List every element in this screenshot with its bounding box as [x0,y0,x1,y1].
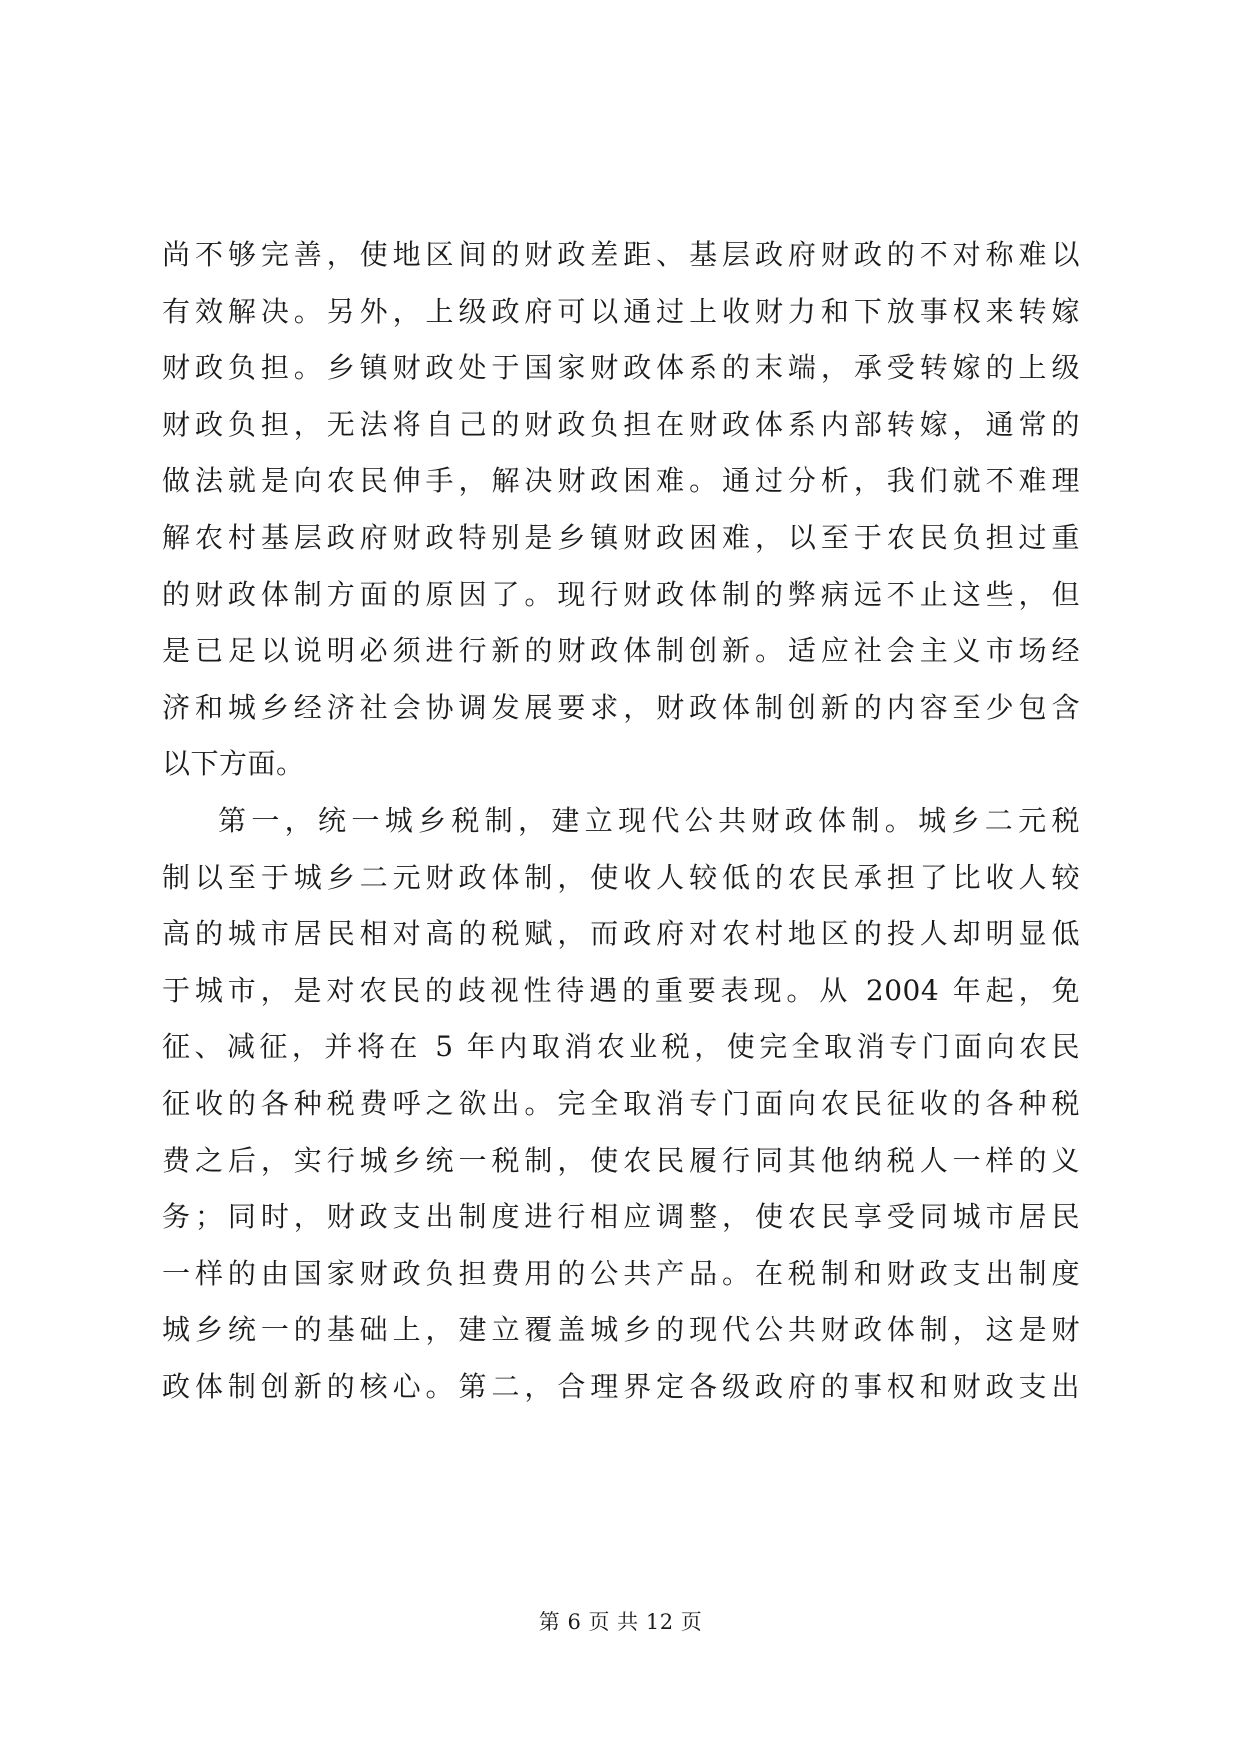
text-line: 第一，统一城乡税制，建立现代公共财政体制。城乡二元税 [218,803,1080,837]
text-line: 务；同时，财政支出制度进行相应调整，使农民享受同城市居民 [162,1200,1080,1234]
text-line: 费之后，实行城乡统一税制，使农民履行同其他纳税人一样的义 [162,1143,1080,1177]
text-line: 尚不够完善，使地区间的财政差距、基层政府财政的不对称难以 [162,238,1080,271]
text-line: 以下方面。 [162,747,305,781]
text-line: 的财政体制方面的原因了。现行财政体制的弊病远不止这些，但 [162,577,1080,611]
text-line: 解农村基层政府财政特别是乡镇财政困难，以至于农民负担过重 [162,520,1080,554]
text-line: 一样的由国家财政负担费用的公共产品。在税制和财政支出制度 [162,1256,1080,1290]
text-line: 济和城乡经济社会协调发展要求，财政体制创新的内容至少包含 [162,690,1080,724]
text-line: 城乡统一的基础上，建立覆盖城乡的现代公共财政体制，这是财 [162,1313,1080,1347]
text-line: 政体制创新的核心。第二，合理界定各级政府的事权和财政支出 [162,1369,1080,1403]
text-line: 征收的各种税费呼之欲出。完全取消专门面向农民征收的各种税 [162,1086,1080,1120]
text-line: 是已足以说明必须进行新的财政体制创新。适应社会主义市场经 [162,634,1080,668]
text-line: 有效解决。另外，上级政府可以通过上收财力和下放事权来转嫁 [162,294,1080,328]
text-line: 制以至于城乡二元财政体制，使收人较低的农民承担了比收人较 [162,860,1080,894]
body-text [162,227,1080,1415]
page-number-footer: 第 6 页 共 12 页 [538,1610,703,1634]
text-line: 财政负担。乡镇财政处于国家财政体系的末端，承受转嫁的上级 [162,351,1080,385]
text-line: 征、减征，并将在 5 年内取消农业税，使完全取消专门面向农民 [162,1030,1080,1064]
text-line: 于城市，是对农民的歧视性待遇的重要表现。从 2004 年起，免 [162,973,1080,1007]
text-line: 做法就是向农民伸手，解决财政困难。通过分析，我们就不难理 [162,464,1080,498]
text-line: 财政负担，无法将自己的财政负担在财政体系内部转嫁，通常的 [162,407,1080,441]
text-line: 高的城市居民相对高的税赋，而政府对农村地区的投人却明显低 [162,917,1080,951]
